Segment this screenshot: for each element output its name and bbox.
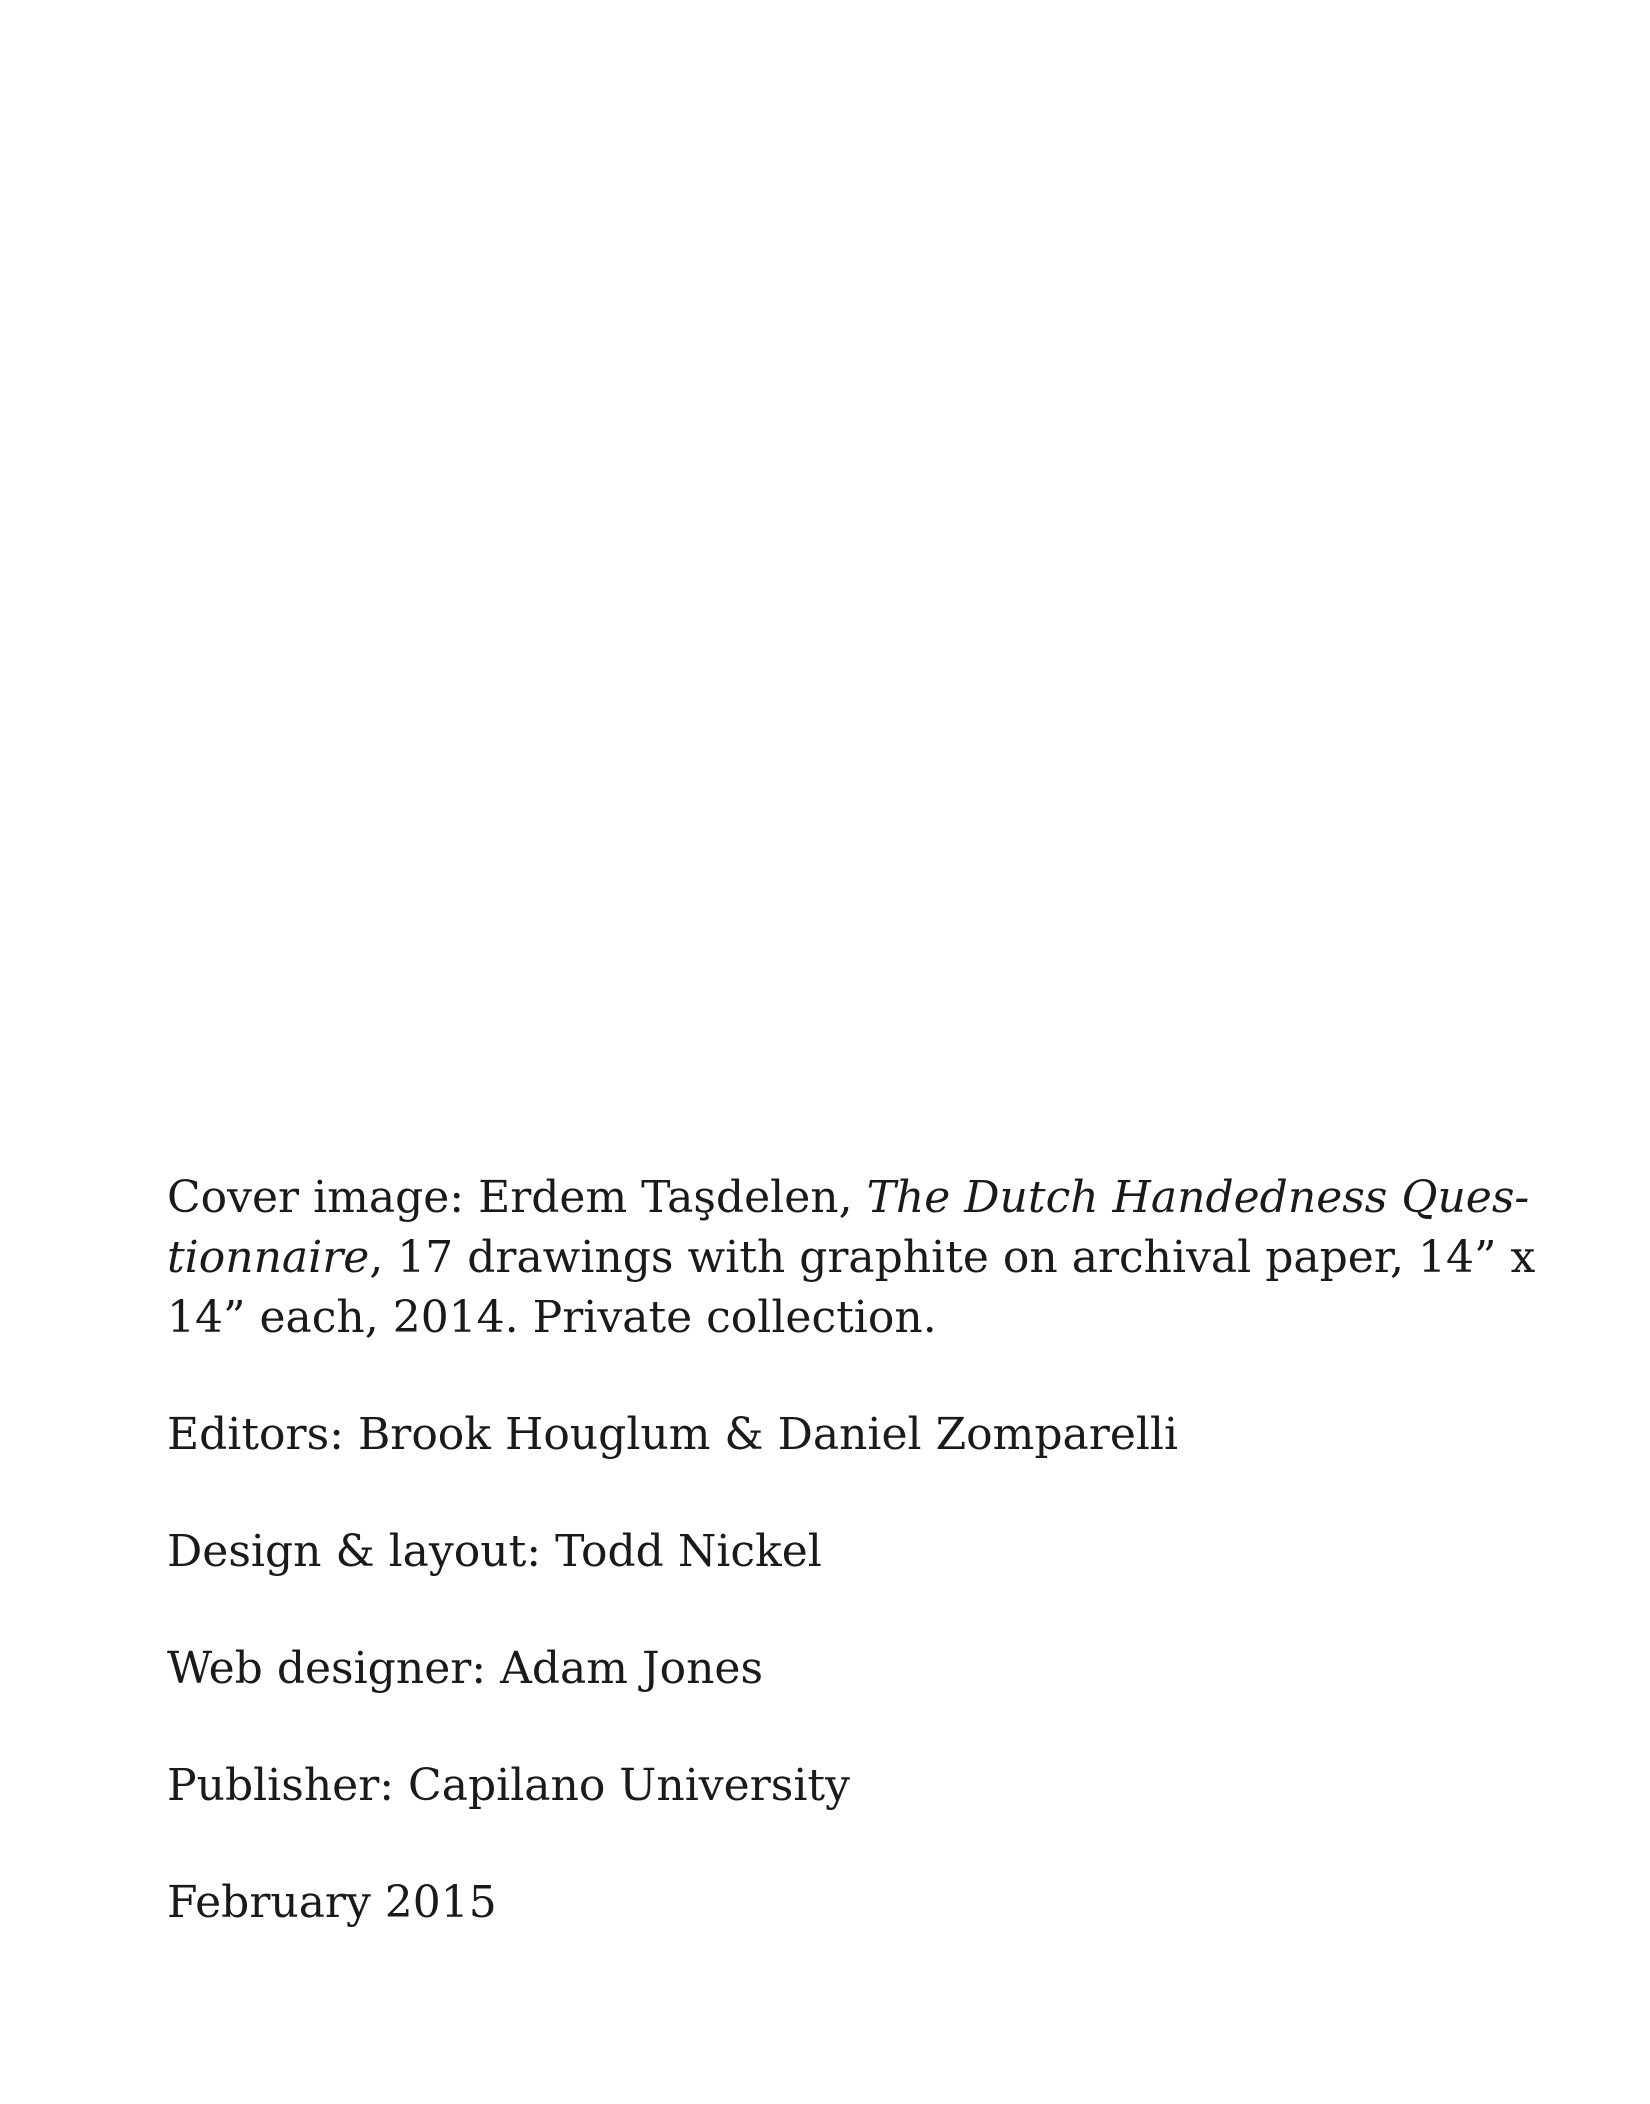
cover-image-caption xyxy=(167,1168,1536,1348)
publisher-credit: Publisher: Capilano University xyxy=(167,1760,850,1811)
artwork-title-part-1: The Dutch Handedness Ques- xyxy=(866,1172,1530,1223)
artwork-title-part-2: tionnaire xyxy=(167,1232,370,1283)
web-designer-credit: Web designer: Adam Jones xyxy=(167,1643,764,1694)
caption-line-2 xyxy=(167,1228,1536,1288)
caption-line-3: 14” each, 2014. Private collection. xyxy=(167,1292,937,1343)
caption-medium: , 17 drawings with graphite on archival paper, 14” x xyxy=(369,1232,1536,1283)
publication-date: February 2015 xyxy=(167,1877,497,1928)
design-layout-credit: Design & layout: Todd Nickel xyxy=(167,1526,822,1577)
colophon xyxy=(167,1168,1536,1990)
caption-artist: Cover image: Erdem Taşdelen, xyxy=(167,1172,867,1223)
caption-line-1 xyxy=(167,1168,1530,1228)
editors-credit: Editors: Brook Houglum & Daniel Zomparelli xyxy=(167,1409,1179,1460)
